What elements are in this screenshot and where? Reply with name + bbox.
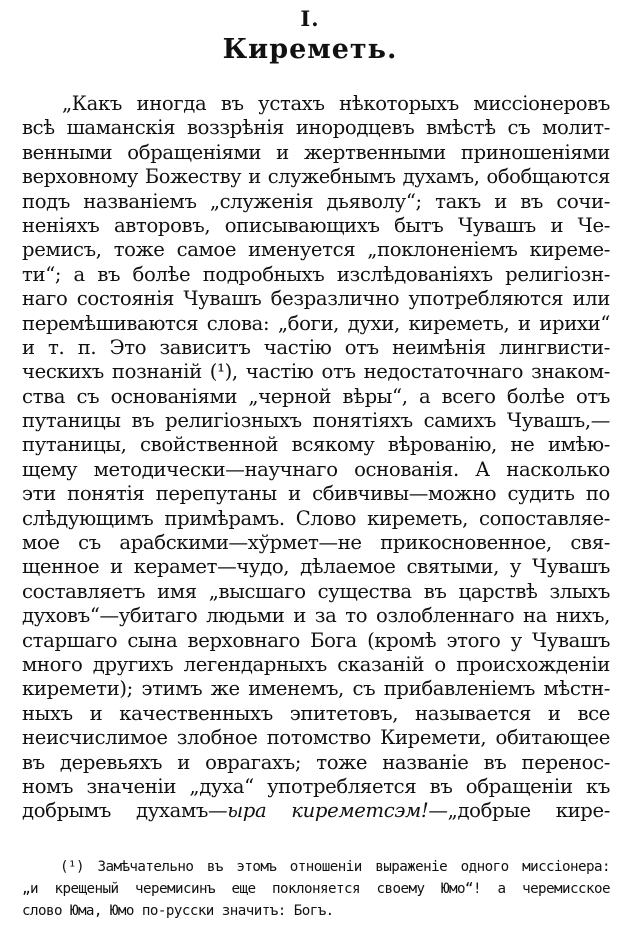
paragraph-line: венными обращеніями и жертвенными приношеніями bbox=[22, 140, 610, 164]
last-line-end: —„добрые кире- bbox=[428, 799, 611, 823]
paragraph-line: щему методически—научнаго основанія. А насколько bbox=[22, 457, 610, 481]
paragraph-line: путаницы, свойственной всякому вѣрованію, не имѣю- bbox=[22, 433, 610, 457]
paragraph-line: ческихъ познаній (¹), частію отъ недостаточнаго знаком- bbox=[22, 360, 610, 384]
paragraph-line: ства съ основаніями „черной вѣры“, а всего болѣе отъ bbox=[22, 384, 610, 408]
paragraph-line: слѣдующимъ примѣрамъ. Слово киреметь, сопоставляе- bbox=[22, 506, 610, 530]
paragraph-line: ремисъ, тоже самое именуется „поклоненіемъ киреме- bbox=[22, 238, 610, 262]
paragraph-line: старшаго сына верховнаго Бога (кромѣ этого у Чувашъ bbox=[22, 628, 610, 652]
paragraph-line: киремети); этимъ же именемъ, съ прибавленіемъ мѣстн- bbox=[22, 677, 610, 701]
paragraph-line: всѣ шаманскія воззрѣнія инородцевъ вмѣстѣ съ молит- bbox=[22, 116, 610, 140]
chuvash-phrase: ыра киреметсэм! bbox=[227, 799, 429, 823]
chapter-number: I. bbox=[300, 6, 320, 31]
paragraph-line: составляетъ имя „высшаго существа въ царствѣ злыхъ bbox=[22, 579, 610, 603]
main-paragraph bbox=[22, 92, 610, 824]
paragraph-line: и т. п. Это зависитъ частію отъ неимѣнія лингвисти- bbox=[22, 335, 610, 359]
chapter-title: Киреметь. bbox=[222, 34, 398, 65]
paragraph-line: эти понятія перепутаны и сбивчивы—можно судить по bbox=[22, 482, 610, 506]
paragraph-line: мое съ арабскими—хўрмет—не прикосновенное, свя- bbox=[22, 531, 610, 555]
footnote bbox=[22, 856, 610, 922]
paragraph-line: щенное и керамет—чудо, дѣлаемое святыми, у Чувашъ bbox=[22, 555, 610, 579]
paragraph-line: наго состоянія Чувашъ безразлично употребляются или bbox=[22, 287, 610, 311]
paragraph-line: неніяхъ авторовъ, описывающихъ бытъ Чувашъ и Че- bbox=[22, 213, 610, 237]
paragraph-line: перемѣшиваются слова: „боги, духи, киреметь, и ирихи“ bbox=[22, 311, 610, 335]
footnote-line: слово Юма, Юмо по-русски значитъ: Богъ. bbox=[22, 903, 334, 919]
last-line-start: добрымъ духамъ— bbox=[22, 799, 228, 823]
paragraph-line: верховному Божеству и служебнымъ духамъ, обобщаются bbox=[22, 165, 610, 189]
paragraph-line: въ деревьяхъ и оврагахъ; тоже названіе въ перенос- bbox=[22, 750, 610, 774]
paragraph-line: ти“; а въ болѣе подробныхъ изслѣдованіяхъ религіозн- bbox=[22, 262, 610, 286]
footnote-line: (¹) Замѣчательно въ этомъ отношеніи выраженіе одного миссіонера: bbox=[60, 859, 610, 875]
paragraph-line: „Какъ иногда въ устахъ нѣкоторыхъ миссіонеровъ bbox=[62, 92, 610, 115]
paragraph-line: путаницы въ религіозныхъ понятіяхъ самихъ Чувашъ,— bbox=[22, 409, 610, 433]
paragraph-last-line bbox=[22, 799, 610, 823]
paragraph-line: номъ значеніи „духа“ употребляется въ обращеніи къ bbox=[22, 774, 610, 798]
paragraph-line: неисчислимое злобное потомство Киремети, обитающее bbox=[22, 726, 610, 750]
footnote-line: „и крещеный черемисинъ еще поклоняется своему Юмо“! а черемисское bbox=[22, 881, 610, 897]
paragraph-line: много другихъ легендарныхъ сказаній о происхожденіи bbox=[22, 652, 610, 676]
paragraph-line: ныхъ и качественныхъ эпитетовъ, называется и все bbox=[22, 701, 610, 725]
paragraph-line: духовъ“—убитаго людьми и за то озлобленнаго на нихъ, bbox=[22, 604, 610, 628]
paragraph-line: подъ названіемъ „служенія дьяволу“; такъ и въ сочи- bbox=[22, 189, 610, 213]
